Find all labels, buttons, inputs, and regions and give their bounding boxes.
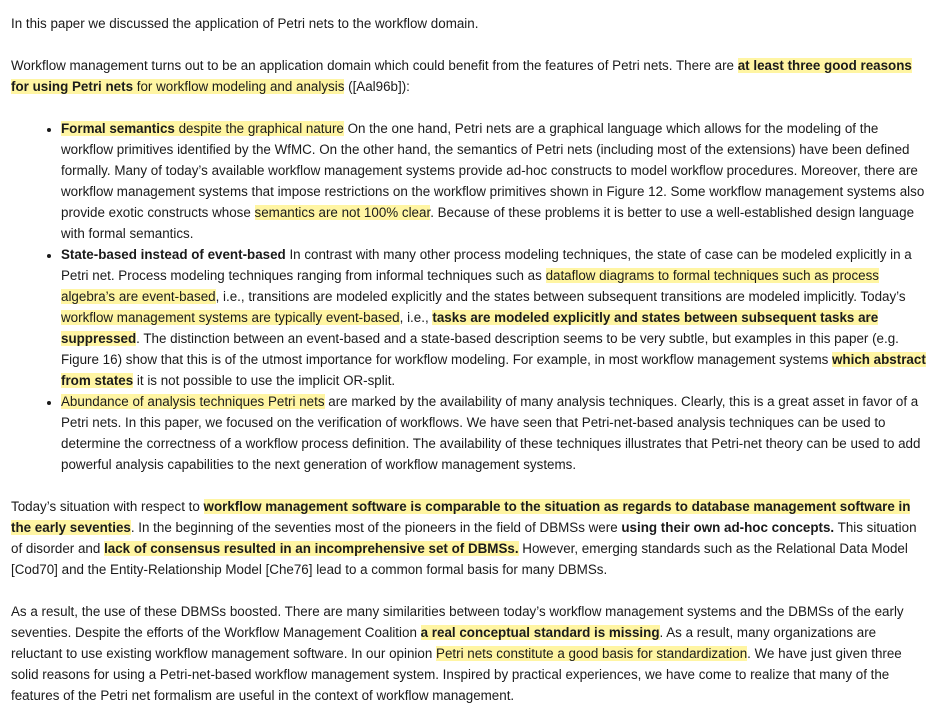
highlight: semantics are not 100% clear [254, 205, 431, 220]
highlight: dataflow diagrams to formal techniques such as process algebra’s are event-based [61, 268, 880, 304]
reasons-list [11, 118, 926, 475]
paragraph-dbms-comparison [11, 496, 926, 580]
text-run: . In the beginning of the seventies most of the pioneers in the field of DBMSs were [130, 520, 622, 535]
text-run: , i.e., transitions are modeled explicitly and the states between subsequent transitions are modeled implicitly. Today’s [215, 289, 906, 304]
text-run: ([Aal96b]): [344, 79, 410, 94]
bullet-heading: State-based instead of event-based [61, 247, 286, 262]
text-run: Workflow management turns out to be an application domain which could benefit from the features of Petri nets. There are [11, 58, 738, 73]
intro-paragraph [11, 13, 926, 34]
highlight-bold: tasks are modeled explicitly and states between subsequent tasks are suppressed [61, 310, 879, 346]
bullet-heading: Formal semantics [61, 121, 175, 136]
highlight: despite the graphical nature [174, 121, 344, 136]
paragraph-conclusion [11, 601, 926, 706]
highlight-bold: workflow management software is comparable to the situation as regards to database management software in the early seventies [11, 499, 911, 535]
highlight-bold: at least three good reasons for using Petri nets [11, 58, 912, 94]
text-run: . The distinction between an event-based and a state-based description seems to be very subtle, but examples in this paper (e.g. Figure 16) show that this is of the utmost importance for workflow modeling. For example, in most workflow management systems [61, 331, 899, 367]
text-run: As a result, the use of these DBMSs boosted. There are many similarities between today’s workflow management systems and the DBMSs of the early seventies. Despite the efforts of the Workflow Management Coalition [11, 604, 904, 640]
text-run: are marked by the availability of many analysis techniques. Clearly, this is a great asset in favor of a Petri nets. In this paper, we focused on the verification of workflows. We have seen that Petri-net-based analysis techniques can be used to determine the correctness of a workflow process definition. The availability of these techniques illustrates that Petri-net theory can be used to add powerful analysis capabilities to the next generation of workflow management systems. [61, 394, 921, 472]
highlight-bold: a real conceptual standard is missing [420, 625, 660, 640]
text-run: . As a result, many organizations are reluctant to use existing workflow management software. In our opinion [11, 625, 877, 661]
text-run: , i.e., [399, 310, 433, 325]
highlight: workflow management systems are typically event-based [61, 310, 400, 325]
list-item [61, 391, 926, 475]
bold-run: using their own ad-hoc concepts. [621, 520, 835, 535]
highlight-bold: lack of consensus resulted in an incomprehensive set of DBMSs. [104, 541, 519, 556]
list-item [61, 118, 926, 244]
text-run: This situation of disorder and [11, 520, 917, 556]
text-run: it is not possible to use the implicit OR-split. [133, 373, 396, 388]
paragraph-reasons [11, 55, 926, 97]
list-item [61, 244, 926, 391]
intro-text: In this paper we discussed the application of Petri nets to the workflow domain. [11, 16, 479, 31]
text-run: Today’s situation with respect to [11, 499, 204, 514]
text-run: However, emerging standards such as the Relational Data Model [Cod70] and the Entity-Relationship Model [Che76] lead to a common formal basis for many DBMSs. [11, 541, 908, 577]
text-run: . Because of these problems it is better to use a well-established design language with formal semantics. [61, 205, 915, 241]
text-run: . We have just given three solid reasons for using a Petri-net-based workflow management system. Inspired by practical experiences, we have come to realize that many of the features of the Petri net formalism are useful in the context of workflow management. [11, 646, 902, 703]
highlight: Petri nets constitute a good basis for standardization [436, 646, 748, 661]
bullet-heading: Abundance of analysis techniques Petri nets [61, 394, 325, 409]
highlight-bold: which abstract from states [61, 352, 926, 388]
text-run: On the one hand, Petri nets are a graphical language which allows for the modeling of the workflow primitives identified by the WfMC. On the other hand, the semantics of Petri nets (including most of the extensions) have been defined formally. Many of today’s available workflow management systems provide ad-hoc constructs to model workflow procedures. Moreover, there are workflow management systems that impose restrictions on the workflow primitives shown in Figure 12. Some workflow management systems also provide exotic constructs whose [61, 121, 925, 220]
text-run: In contrast with many other process modeling techniques, the state of case can be modeled explicitly in a Petri net. Process modeling techniques ranging from informal techniques such as [61, 247, 912, 283]
highlight: for workflow modeling and analysis [133, 79, 345, 94]
